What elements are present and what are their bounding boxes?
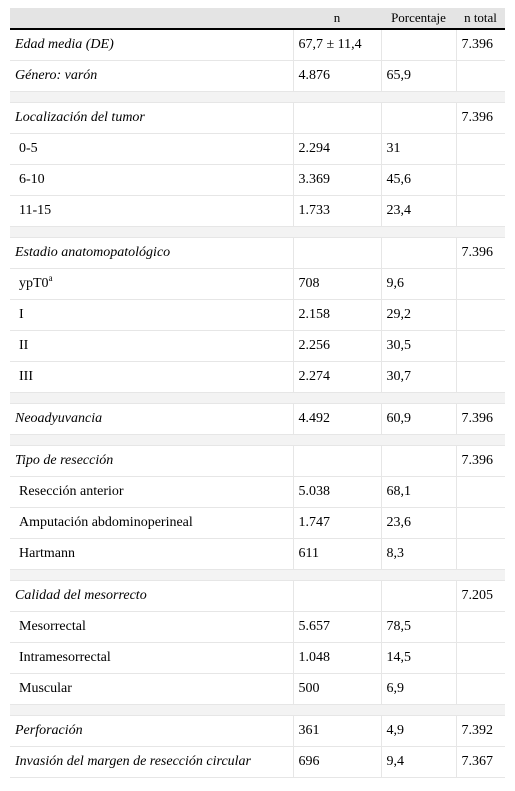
n-total-value: 7.367: [456, 747, 505, 778]
n-total-value: [456, 477, 505, 508]
n-total-value: [456, 331, 505, 362]
percentage-value: [381, 238, 456, 269]
n-value: 2.274: [293, 362, 381, 393]
section-row: [10, 446, 505, 477]
percentage-value: 78,5: [381, 612, 456, 643]
section-row: [10, 238, 505, 269]
n-total-value: [456, 539, 505, 570]
n-value: 5.038: [293, 477, 381, 508]
table-row: [10, 269, 505, 300]
table-row: [10, 196, 505, 227]
section-row: [10, 29, 505, 61]
n-total-value: [456, 196, 505, 227]
n-total-value: 7.396: [456, 446, 505, 477]
spacer-cell: [381, 570, 456, 581]
percentage-value: 30,7: [381, 362, 456, 393]
row-label-cell: [10, 331, 293, 362]
n-value: 2.294: [293, 134, 381, 165]
n-value: 4.492: [293, 404, 381, 435]
header-percentage: Porcentaje: [381, 8, 456, 29]
n-value: 696: [293, 747, 381, 778]
row-label-cell: [10, 508, 293, 539]
n-total-value: 7.205: [456, 581, 505, 612]
row-label: Amputación abdominoperineal: [19, 515, 193, 530]
section-row: [10, 404, 505, 435]
footnote-marker: a: [48, 273, 53, 283]
header-label-column: [10, 8, 293, 29]
n-value: 4.876: [293, 61, 381, 92]
percentage-value: 29,2: [381, 300, 456, 331]
spacer-cell: [456, 227, 505, 238]
spacer-cell: [10, 570, 293, 581]
table-row: [10, 508, 505, 539]
percentage-value: 23,4: [381, 196, 456, 227]
spacer-cell: [381, 92, 456, 103]
n-value: 708: [293, 269, 381, 300]
n-value: [293, 103, 381, 134]
row-label-cell: [10, 29, 293, 61]
percentage-value: 68,1: [381, 477, 456, 508]
row-label-cell: [10, 404, 293, 435]
percentage-value: 23,6: [381, 508, 456, 539]
percentage-value: [381, 446, 456, 477]
row-label-cell: [10, 747, 293, 778]
n-total-value: [456, 134, 505, 165]
row-label: III: [19, 369, 33, 384]
row-label-cell: [10, 61, 293, 92]
row-label-cell: [10, 300, 293, 331]
row-label: Localización del tumor: [15, 110, 145, 125]
row-label: Edad media (DE): [15, 37, 114, 52]
section-row: [10, 716, 505, 747]
row-label-cell: [10, 477, 293, 508]
header-n-total: n total: [456, 8, 505, 29]
percentage-value: 4,9: [381, 716, 456, 747]
row-label-cell: [10, 446, 293, 477]
spacer-cell: [456, 92, 505, 103]
spacer-cell: [381, 227, 456, 238]
n-value: 2.256: [293, 331, 381, 362]
row-label: Perforación: [15, 723, 83, 738]
n-value: 611: [293, 539, 381, 570]
table-container: [10, 8, 515, 778]
spacer-cell: [10, 435, 293, 446]
row-label: Estadio anatomopatológico: [15, 245, 171, 260]
row-label: Calidad del mesorrecto: [15, 588, 147, 603]
group-spacer: [10, 227, 505, 238]
percentage-value: [381, 29, 456, 61]
table-row: [10, 362, 505, 393]
table-row: [10, 134, 505, 165]
percentage-value: 6,9: [381, 674, 456, 705]
n-total-value: [456, 674, 505, 705]
percentage-value: [381, 103, 456, 134]
row-label: 11-15: [19, 203, 52, 218]
row-label-cell: [10, 134, 293, 165]
n-value: [293, 581, 381, 612]
spacer-cell: [456, 705, 505, 716]
spacer-cell: [381, 435, 456, 446]
row-label-cell: [10, 643, 293, 674]
percentage-value: 30,5: [381, 331, 456, 362]
spacer-cell: [10, 227, 293, 238]
row-label: Neoadyuvancia: [15, 411, 103, 426]
spacer-cell: [381, 393, 456, 404]
row-label: Tipo de resección: [15, 453, 114, 468]
n-value: [293, 238, 381, 269]
n-value: 1.733: [293, 196, 381, 227]
patient-characteristics-table: [10, 8, 505, 778]
row-label: Mesorrectal: [19, 619, 86, 634]
header-n: n: [293, 8, 381, 29]
row-label: Resección anterior: [19, 484, 124, 499]
spacer-cell: [293, 227, 381, 238]
row-label-cell: [10, 539, 293, 570]
n-total-value: [456, 165, 505, 196]
row-label: Intramesorrectal: [19, 650, 111, 665]
percentage-value: 65,9: [381, 61, 456, 92]
spacer-cell: [10, 92, 293, 103]
n-value: 67,7 ± 11,4: [293, 29, 381, 61]
row-label-cell: [10, 674, 293, 705]
spacer-cell: [381, 705, 456, 716]
percentage-value: [381, 581, 456, 612]
n-total-value: [456, 612, 505, 643]
row-label-cell: [10, 716, 293, 747]
spacer-cell: [10, 393, 293, 404]
table-row: [10, 300, 505, 331]
table-row: [10, 539, 505, 570]
row-label-cell: [10, 581, 293, 612]
table-row: [10, 674, 505, 705]
row-label-cell: [10, 103, 293, 134]
row-label-cell: [10, 612, 293, 643]
row-label: I: [19, 307, 24, 322]
percentage-value: 60,9: [381, 404, 456, 435]
table-body: [10, 29, 505, 778]
row-label: Género: varón: [15, 68, 98, 83]
spacer-cell: [293, 393, 381, 404]
row-label: ypT0: [19, 276, 49, 291]
n-total-value: [456, 269, 505, 300]
row-label: II: [19, 338, 29, 353]
n-total-value: 7.396: [456, 103, 505, 134]
n-value: 500: [293, 674, 381, 705]
table-row: [10, 477, 505, 508]
spacer-cell: [293, 705, 381, 716]
n-total-value: [456, 362, 505, 393]
table-row: [10, 612, 505, 643]
n-value: 5.657: [293, 612, 381, 643]
n-total-value: [456, 61, 505, 92]
n-value: [293, 446, 381, 477]
section-row: [10, 581, 505, 612]
row-label-cell: [10, 269, 293, 300]
spacer-cell: [293, 92, 381, 103]
spacer-cell: [10, 705, 293, 716]
row-label-cell: [10, 196, 293, 227]
row-label-cell: [10, 165, 293, 196]
spacer-cell: [456, 393, 505, 404]
n-value: 1.747: [293, 508, 381, 539]
percentage-value: 31: [381, 134, 456, 165]
header-row: [10, 8, 505, 29]
section-row: [10, 747, 505, 778]
percentage-value: 45,6: [381, 165, 456, 196]
percentage-value: 9,4: [381, 747, 456, 778]
group-spacer: [10, 393, 505, 404]
spacer-cell: [293, 435, 381, 446]
n-total-value: [456, 300, 505, 331]
row-label: Hartmann: [19, 546, 75, 561]
n-total-value: [456, 508, 505, 539]
n-value: 2.158: [293, 300, 381, 331]
n-value: 361: [293, 716, 381, 747]
n-value: 1.048: [293, 643, 381, 674]
n-total-value: 7.396: [456, 238, 505, 269]
group-spacer: [10, 435, 505, 446]
spacer-cell: [293, 570, 381, 581]
row-label: Invasión del margen de resección circular: [15, 754, 251, 769]
table-row: [10, 165, 505, 196]
group-spacer: [10, 92, 505, 103]
group-spacer: [10, 570, 505, 581]
table-header: [10, 8, 505, 29]
percentage-value: 14,5: [381, 643, 456, 674]
spacer-cell: [456, 435, 505, 446]
percentage-value: 8,3: [381, 539, 456, 570]
row-label: 0-5: [19, 141, 38, 156]
table-row: [10, 643, 505, 674]
n-value: 3.369: [293, 165, 381, 196]
row-label-cell: [10, 362, 293, 393]
n-total-value: 7.396: [456, 404, 505, 435]
percentage-value: 9,6: [381, 269, 456, 300]
group-spacer: [10, 705, 505, 716]
n-total-value: 7.392: [456, 716, 505, 747]
section-row: [10, 61, 505, 92]
table-row: [10, 331, 505, 362]
section-row: [10, 103, 505, 134]
row-label-cell: [10, 238, 293, 269]
n-total-value: 7.396: [456, 29, 505, 61]
row-label: Muscular: [19, 681, 72, 696]
row-label: 6-10: [19, 172, 45, 187]
n-total-value: [456, 643, 505, 674]
spacer-cell: [456, 570, 505, 581]
